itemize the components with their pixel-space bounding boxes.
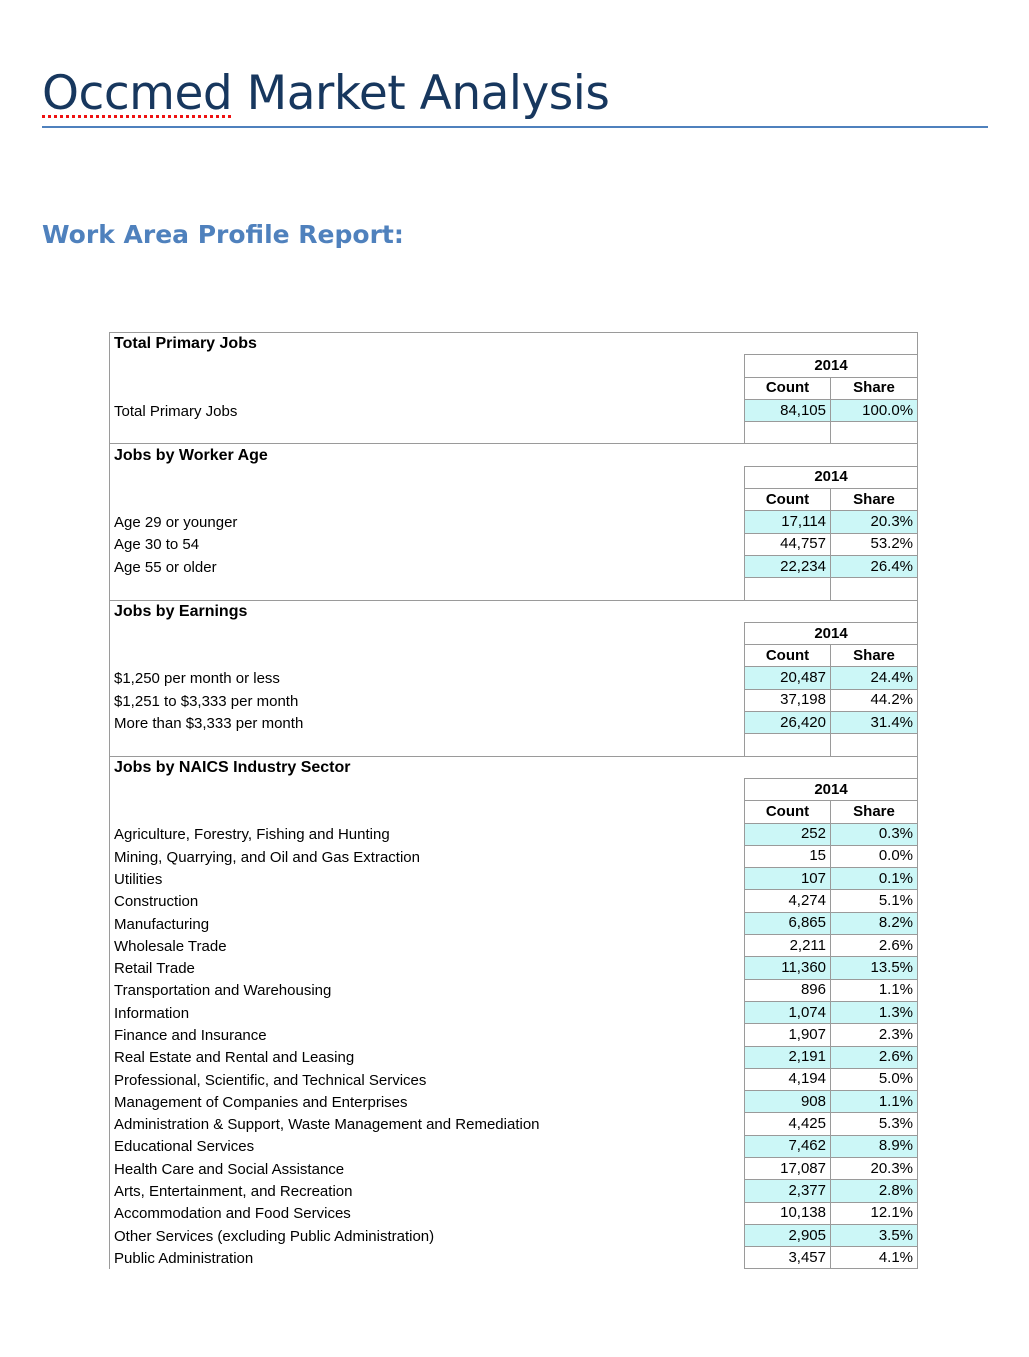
row-count: 2,377 (745, 1180, 831, 1202)
table-row (110, 845, 918, 867)
column-header-row (110, 645, 918, 667)
row-share: 20.3% (831, 1157, 918, 1179)
year-header-row (110, 466, 918, 488)
row-label: Manufacturing (110, 912, 745, 934)
share-header: Share (831, 801, 918, 823)
table-row (110, 533, 918, 555)
header-blank-cell (110, 377, 745, 399)
row-share: 1.3% (831, 1001, 918, 1023)
row-count: 908 (745, 1091, 831, 1113)
row-share: 44.2% (831, 689, 918, 711)
table-body (110, 333, 918, 1269)
year-header: 2014 (745, 355, 918, 377)
share-header: Share (831, 377, 918, 399)
table-row (110, 1224, 918, 1246)
count-header: Count (745, 377, 831, 399)
row-count: 2,905 (745, 1224, 831, 1246)
table-row (110, 1113, 918, 1135)
section-title-row (110, 444, 918, 466)
section-title-row (110, 756, 918, 778)
section-title-row (110, 600, 918, 622)
section-title-row (110, 333, 918, 355)
row-share: 8.2% (831, 912, 918, 934)
row-share: 5.3% (831, 1113, 918, 1135)
table-row (110, 1068, 918, 1090)
year-header-row (110, 622, 918, 644)
spacer-cell (831, 422, 918, 444)
row-count: 896 (745, 979, 831, 1001)
row-share: 24.4% (831, 667, 918, 689)
row-share: 1.1% (831, 979, 918, 1001)
header-blank-cell (110, 355, 745, 377)
section-title: Jobs by NAICS Industry Sector (110, 756, 918, 778)
spacer-row (110, 422, 918, 444)
table-row (110, 399, 918, 421)
spacer-cell (110, 734, 745, 756)
spacer-cell (110, 578, 745, 600)
table-row (110, 667, 918, 689)
share-header: Share (831, 645, 918, 667)
row-label: Other Services (excluding Public Administration) (110, 1224, 745, 1246)
page-title (42, 64, 609, 124)
row-count: 15 (745, 845, 831, 867)
row-share: 26.4% (831, 555, 918, 577)
spacer-cell (110, 422, 745, 444)
table-row (110, 1157, 918, 1179)
row-count: 26,420 (745, 712, 831, 734)
spacer-row (110, 578, 918, 600)
row-count: 7,462 (745, 1135, 831, 1157)
row-label: Transportation and Warehousing (110, 979, 745, 1001)
row-count: 84,105 (745, 399, 831, 421)
row-label: Arts, Entertainment, and Recreation (110, 1180, 745, 1202)
row-count: 11,360 (745, 957, 831, 979)
header-blank-cell (110, 645, 745, 667)
row-label: Retail Trade (110, 957, 745, 979)
table-row (110, 1135, 918, 1157)
table-row (110, 890, 918, 912)
table-row (110, 555, 918, 577)
row-count: 17,087 (745, 1157, 831, 1179)
row-label: Management of Companies and Enterprises (110, 1091, 745, 1113)
row-count: 20,487 (745, 667, 831, 689)
row-label: Wholesale Trade (110, 935, 745, 957)
table-row (110, 1202, 918, 1224)
row-share: 20.3% (831, 511, 918, 533)
row-label: $1,250 per month or less (110, 667, 745, 689)
row-count: 3,457 (745, 1247, 831, 1269)
row-count: 6,865 (745, 912, 831, 934)
row-label: $1,251 to $3,333 per month (110, 689, 745, 711)
row-count: 2,211 (745, 935, 831, 957)
spacer-cell (831, 734, 918, 756)
table-row (110, 511, 918, 533)
row-share: 5.1% (831, 890, 918, 912)
header-blank-cell (110, 489, 745, 511)
table-row (110, 712, 918, 734)
row-count: 2,191 (745, 1046, 831, 1068)
table-row (110, 689, 918, 711)
row-share: 53.2% (831, 533, 918, 555)
row-label: Utilities (110, 868, 745, 890)
row-count: 44,757 (745, 533, 831, 555)
header-blank-cell (110, 778, 745, 800)
column-header-row (110, 377, 918, 399)
work-area-profile-table (109, 332, 918, 1269)
share-header: Share (831, 489, 918, 511)
row-label: Professional, Scientific, and Technical Services (110, 1068, 745, 1090)
row-share: 8.9% (831, 1135, 918, 1157)
year-header: 2014 (745, 622, 918, 644)
table-row (110, 1180, 918, 1202)
spacer-cell (745, 578, 831, 600)
row-label: Age 30 to 54 (110, 533, 745, 555)
column-header-row (110, 801, 918, 823)
count-header: Count (745, 801, 831, 823)
header-blank-cell (110, 622, 745, 644)
row-share: 2.6% (831, 935, 918, 957)
spacer-row (110, 734, 918, 756)
row-count: 22,234 (745, 555, 831, 577)
table-row (110, 1024, 918, 1046)
table-row (110, 1247, 918, 1269)
row-share: 2.8% (831, 1180, 918, 1202)
row-share: 1.1% (831, 1091, 918, 1113)
row-share: 4.1% (831, 1247, 918, 1269)
table-row (110, 1046, 918, 1068)
row-label: Information (110, 1001, 745, 1023)
row-label: Construction (110, 890, 745, 912)
year-header: 2014 (745, 466, 918, 488)
spacer-cell (745, 734, 831, 756)
row-share: 0.1% (831, 868, 918, 890)
table-row (110, 957, 918, 979)
year-header-row (110, 778, 918, 800)
report-subtitle: Work Area Profile Report: (42, 220, 404, 249)
row-count: 4,425 (745, 1113, 831, 1135)
row-label: Age 29 or younger (110, 511, 745, 533)
count-header: Count (745, 645, 831, 667)
column-header-row (110, 489, 918, 511)
row-label: Educational Services (110, 1135, 745, 1157)
title-rest: Market Analysis (232, 66, 610, 121)
year-header-row (110, 355, 918, 377)
row-share: 13.5% (831, 957, 918, 979)
row-label: Administration & Support, Waste Management and Remediation (110, 1113, 745, 1135)
row-count: 4,194 (745, 1068, 831, 1090)
table-row (110, 935, 918, 957)
count-header: Count (745, 489, 831, 511)
row-share: 5.0% (831, 1068, 918, 1090)
row-share: 100.0% (831, 399, 918, 421)
row-share: 0.0% (831, 845, 918, 867)
title-underline-rule (42, 126, 988, 128)
title-misspelled-word: Occmed (42, 66, 233, 121)
row-label: Health Care and Social Assistance (110, 1157, 745, 1179)
row-label: Agriculture, Forestry, Fishing and Hunting (110, 823, 745, 845)
row-share: 0.3% (831, 823, 918, 845)
row-share: 2.6% (831, 1046, 918, 1068)
table-row (110, 912, 918, 934)
row-count: 107 (745, 868, 831, 890)
table-row (110, 1091, 918, 1113)
row-label: Finance and Insurance (110, 1024, 745, 1046)
table-row (110, 1001, 918, 1023)
section-title: Jobs by Earnings (110, 600, 918, 622)
row-label: Public Administration (110, 1247, 745, 1269)
header-blank-cell (110, 466, 745, 488)
year-header: 2014 (745, 778, 918, 800)
row-count: 1,074 (745, 1001, 831, 1023)
row-count: 4,274 (745, 890, 831, 912)
section-title: Total Primary Jobs (110, 333, 918, 355)
row-share: 12.1% (831, 1202, 918, 1224)
row-label: Total Primary Jobs (110, 399, 745, 421)
row-label: Real Estate and Rental and Leasing (110, 1046, 745, 1068)
row-share: 31.4% (831, 712, 918, 734)
spacer-cell (831, 578, 918, 600)
row-share: 2.3% (831, 1024, 918, 1046)
row-share: 3.5% (831, 1224, 918, 1246)
section-title: Jobs by Worker Age (110, 444, 918, 466)
row-count: 10,138 (745, 1202, 831, 1224)
row-count: 17,114 (745, 511, 831, 533)
table-row (110, 823, 918, 845)
row-count: 37,198 (745, 689, 831, 711)
row-label: More than $3,333 per month (110, 712, 745, 734)
header-blank-cell (110, 801, 745, 823)
row-label: Accommodation and Food Services (110, 1202, 745, 1224)
table-row (110, 868, 918, 890)
table-row (110, 979, 918, 1001)
row-count: 1,907 (745, 1024, 831, 1046)
row-label: Mining, Quarrying, and Oil and Gas Extraction (110, 845, 745, 867)
spacer-cell (745, 422, 831, 444)
row-count: 252 (745, 823, 831, 845)
row-label: Age 55 or older (110, 555, 745, 577)
